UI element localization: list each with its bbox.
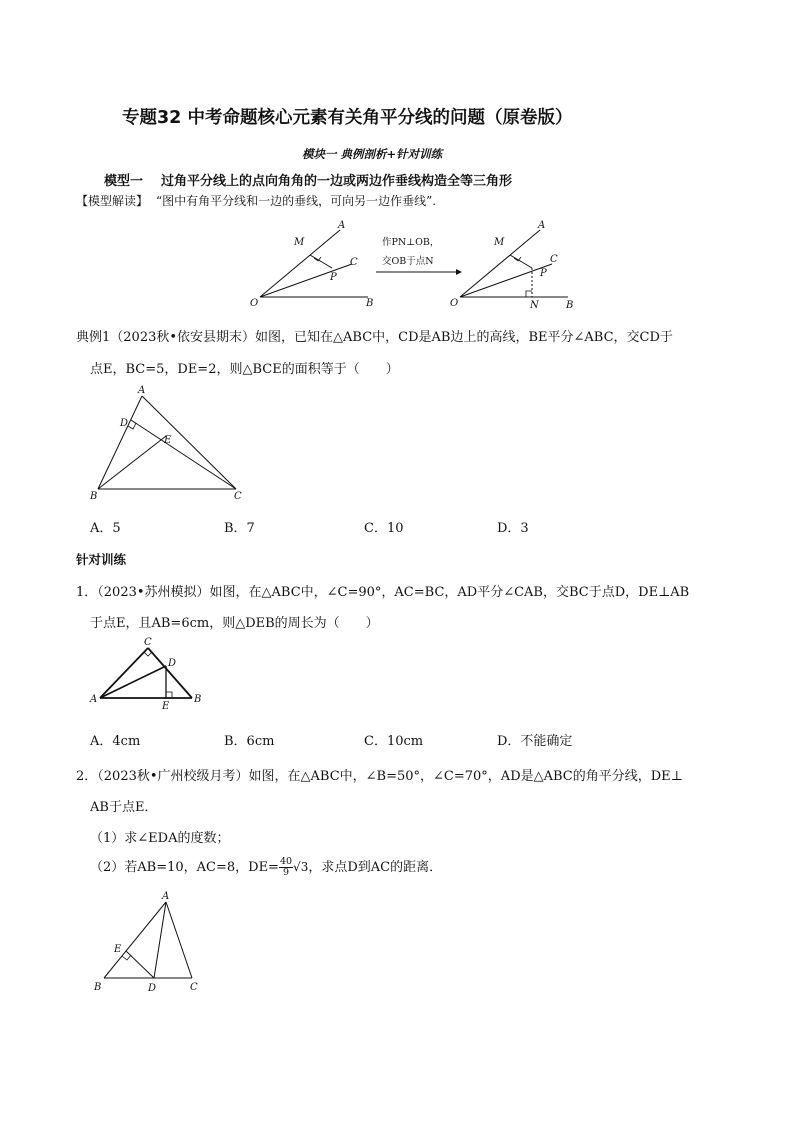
model-right-label: P [540,268,547,279]
model-left-label: C [350,257,358,268]
model-left-label: P [330,272,337,283]
q1-fig-label: E [162,701,170,712]
model-one-heading [104,170,512,189]
module-heading: 模块一 典例剖析+针对训练 [302,147,443,161]
example1-fig-label: A [138,385,146,396]
model-left-label: M [294,237,305,248]
model-right-label: B [566,300,574,311]
model-right-label: C [550,254,558,265]
q1-fig-label: D [168,658,177,669]
q2-part2-suffix: ，求点D到AC的距离． [308,860,443,875]
transform-arrow [376,236,462,275]
q2-part2 [90,856,442,878]
model-explain [76,192,436,209]
model-right-figure [450,220,573,311]
example1-option-a[interactable]: A．5 [90,521,121,536]
q2-frac-den: 9 [282,867,290,878]
q2-part1: （1）求∠EDA的度数； [90,831,230,846]
example1-line1: 典例1（2023秋•依安县期末）如图，已知在△ABC中，CD是AB边上的高线，BE平分∠ABC，交CD于 [76,330,673,345]
q1-option-d[interactable]: D．不能确定 [497,734,573,749]
model-one-text: 过角平分线上的点向角角的一边或两边作垂线构造全等三角形 [161,174,513,189]
example1-line2: 点E，BC=5，DE=2，则△BCE的面积等于（ ） [90,362,399,377]
model-right-label: O [450,298,459,309]
q1-fig-label: C [144,637,152,648]
q2-fig-label: B [94,982,102,993]
q2-frac-num: 40 [279,856,293,867]
model-explain-text: “图中有角平分线和一边的垂线，可向另一边作垂线”. [156,194,437,208]
q1-option-c[interactable]: C．10cm [364,734,424,749]
practice-heading: 针对训练 [76,552,127,567]
model-right-label: A [538,220,546,231]
model-left-label: A [338,220,346,231]
page-title: 专题32 中考命题核心元素有关角平分线的问题（原卷版） [122,108,573,128]
q1-option-b[interactable]: B．6cm [224,734,275,749]
q1-line1: 1．（2023•苏州模拟）如图，在△ABC中，∠C=90°，AC=BC，AD平分∠CAB，交BC于点D，DE⊥AB [76,585,690,600]
example1-option-b[interactable]: B．7 [224,521,255,536]
q2-part2-prefix: （2）若AB=10，AC=8，DE= [90,860,279,875]
example1-fig-label: B [90,491,98,502]
q2-fig-label: C [190,982,198,993]
model-figures [240,212,600,312]
q2-figure [88,890,218,996]
q2-fig-label: A [162,891,170,902]
model-left-label: O [250,298,259,309]
example1-option-d[interactable]: D．3 [497,521,529,536]
q2-line1: 2．（2023秋•广州校级月考）如图，在△ABC中，∠B=50°，∠C=70°，AD是△ABC的角平分线，DE⊥ [76,769,683,784]
q1-fig-label: A [90,694,98,705]
example1-fig-label: C [234,491,242,502]
model-right-label: M [494,237,505,248]
model-explain-tag: 【模型解读】 [76,194,149,208]
q2-fig-label: E [114,944,122,955]
q2-fraction [279,857,293,878]
q1-option-a[interactable]: A．4cm [90,734,141,749]
example1-fig-label: D [120,418,129,429]
example1-figure [86,382,256,504]
model-left-label: B [366,298,374,309]
arrow-label-2: 交OB于点N [382,256,434,267]
model-right-label: N [530,300,539,311]
example1-fig-label: E [164,435,172,446]
q2-radical: √3 [293,860,309,874]
q2-fig-label: D [148,983,157,994]
example1-option-c[interactable]: C．10 [364,521,404,536]
q1-line2: 于点E，且AB=6cm，则△DEB的周长为（ ） [90,616,379,631]
q1-fig-label: B [194,694,202,705]
model-left-figure [250,220,373,309]
q1-figure [88,636,208,712]
q2-line2: AB于点E． [90,800,158,815]
model-one-label: 模型一 [104,174,144,189]
arrow-label-1: 作PN⊥OB， [382,237,440,248]
